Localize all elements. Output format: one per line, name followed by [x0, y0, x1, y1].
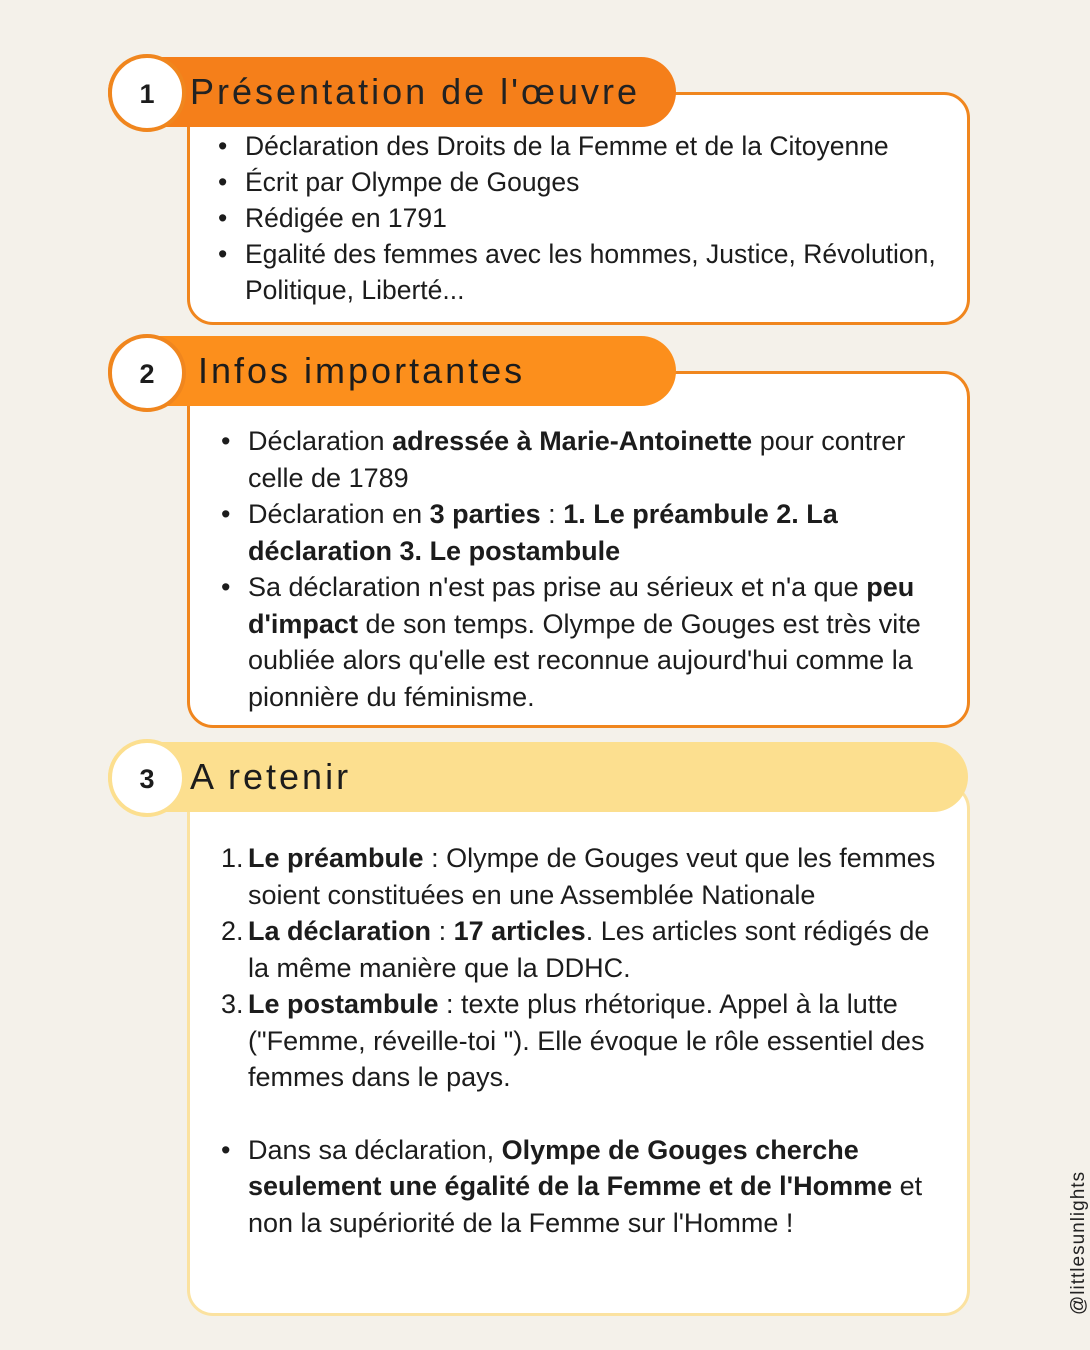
section-3-numbered-list: [221, 840, 941, 1096]
list-item: 3. Le postambule : texte plus rhétorique. Appel à la lutte ("Femme, réveille-toi "). Elle évoque le rôle essentiel des femmes dans le pays.: [221, 986, 941, 1096]
list-item: • Déclaration adressée à Marie-Antoinette pour contrer celle de 1789: [221, 423, 936, 496]
section-2-number-badge: [108, 334, 186, 412]
section-1-header: [108, 57, 676, 127]
section-1-number: 1: [139, 79, 155, 109]
section-2-content: [221, 423, 936, 715]
list-item: • Egalité des femmes avec les hommes, Justice, Révolution, Politique, Liberté...: [218, 236, 966, 308]
list-item: 2. La déclaration : 17 articles. Les articles sont rédigés de la même manière que la DDHC.: [221, 913, 941, 986]
section-2-number: 2: [139, 359, 155, 389]
section-3-content: [221, 840, 941, 1241]
list-item: • Dans sa déclaration, Olympe de Gouges cherche seulement une égalité de la Femme et de l'Homme et non la supériorité de la Femme sur l'Homme !: [221, 1132, 941, 1242]
section-2-header: [108, 336, 676, 406]
section-1-number-badge: [108, 54, 186, 132]
list-item: • Sa déclaration n'est pas prise au sérieux et n'a que peu d'impact de son temps. Olympe de Gouges est très vite oubliée alors qu'elle est reconnue aujourd'hui comme la pionnière du féminisme.: [221, 569, 936, 715]
section-3-bullet-list: [221, 1132, 941, 1242]
section-3-number: 3: [139, 764, 155, 794]
section-3-header: [108, 742, 968, 812]
list-item: • Rédigée en 1791: [218, 200, 966, 236]
section-3-title: A retenir: [190, 756, 352, 797]
list-item: 1. Le préambule : Olympe de Gouges veut que les femmes soient constituées en une Assemblée Nationale: [221, 840, 941, 913]
list-item: • Déclaration des Droits de la Femme et de la Citoyenne: [218, 128, 966, 164]
section-1-title: Présentation de l'œuvre: [190, 71, 641, 112]
author-handle: @littlesunlights: [1068, 1170, 1089, 1315]
section-2-bullet-list: [221, 423, 936, 715]
list-item: • Écrit par Olympe de Gouges: [218, 164, 966, 200]
list-item: • Déclaration en 3 parties : 1. Le préambule 2. La déclaration 3. Le postambule: [221, 496, 936, 569]
section-2-title: Infos importantes: [198, 350, 526, 391]
section-3-number-badge: [108, 739, 186, 817]
section-1-bullet-list: [218, 128, 966, 308]
section-1-content: [218, 128, 966, 308]
